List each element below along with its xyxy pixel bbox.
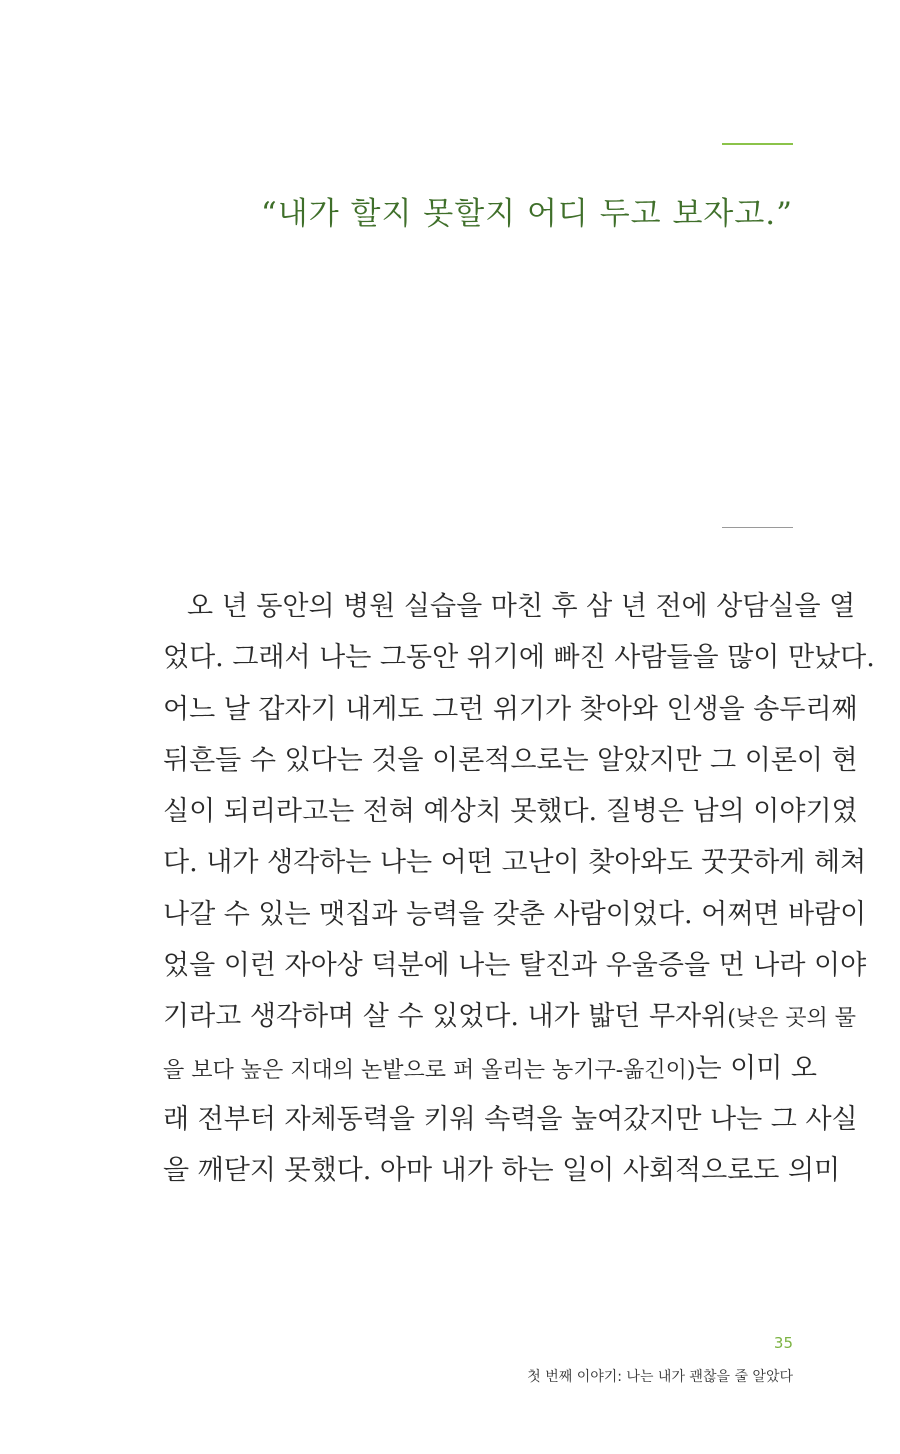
translator-note: 을 보다 높은 지대의 논밭으로 퍼 올리는 농기구-옮긴이) — [163, 1057, 696, 1083]
body-line-text: 는 이미 오 — [695, 1052, 818, 1084]
chapter-top-rule — [722, 143, 793, 145]
body-line: 뒤흔들 수 있다는 것을 이론적으로는 알았지만 그 이론이 현 — [163, 744, 858, 776]
body-line: 래 전부터 자체동력을 키워 속력을 높여갔지만 나는 그 사실 — [163, 1103, 858, 1135]
body-line: 나갈 수 있는 맷집과 능력을 갖춘 사람이었다. 어쩌면 바람이 — [163, 898, 867, 930]
body-line: 어느 날 갑자기 내게도 그런 위기가 찾아와 인생을 송두리째 — [163, 693, 858, 725]
section-divider-rule — [722, 527, 793, 528]
body-line: 었다. 그래서 나는 그동안 위기에 빠진 사람들을 많이 만났다. — [163, 642, 875, 674]
chapter-title: “내가 할지 못할지 어디 두고 보자고.” — [260, 196, 793, 232]
body-line-text: 기라고 생각하며 살 수 있었다. 내가 밟던 무자위 — [163, 1001, 728, 1033]
body-line: 을 깨닫지 못했다. 아마 내가 하는 일이 사회적으로도 의미 — [163, 1155, 841, 1187]
body-line — [163, 1043, 818, 1094]
body-line: 었을 이런 자아상 덕분에 나는 탈진과 우울증을 먼 나라 이야 — [163, 950, 867, 982]
body-line: 다. 내가 생각하는 나는 어떤 고난이 찾아와도 꿋꿋하게 헤쳐 — [163, 847, 867, 879]
body-paragraph — [163, 581, 875, 1197]
running-footer-title: 첫 번째 이야기: 나는 내가 괜찮을 줄 알았다 — [527, 1369, 793, 1385]
body-line: 오 년 동안의 병원 실습을 마친 후 삼 년 전에 상담실을 열 — [187, 591, 856, 622]
body-line — [163, 991, 857, 1042]
page-number: 35 — [773, 1334, 793, 1352]
translator-note: (낮은 곳의 물 — [727, 1006, 857, 1032]
body-line: 실이 되리라고는 전혀 예상치 못했다. 질병은 남의 이야기였 — [163, 796, 858, 828]
